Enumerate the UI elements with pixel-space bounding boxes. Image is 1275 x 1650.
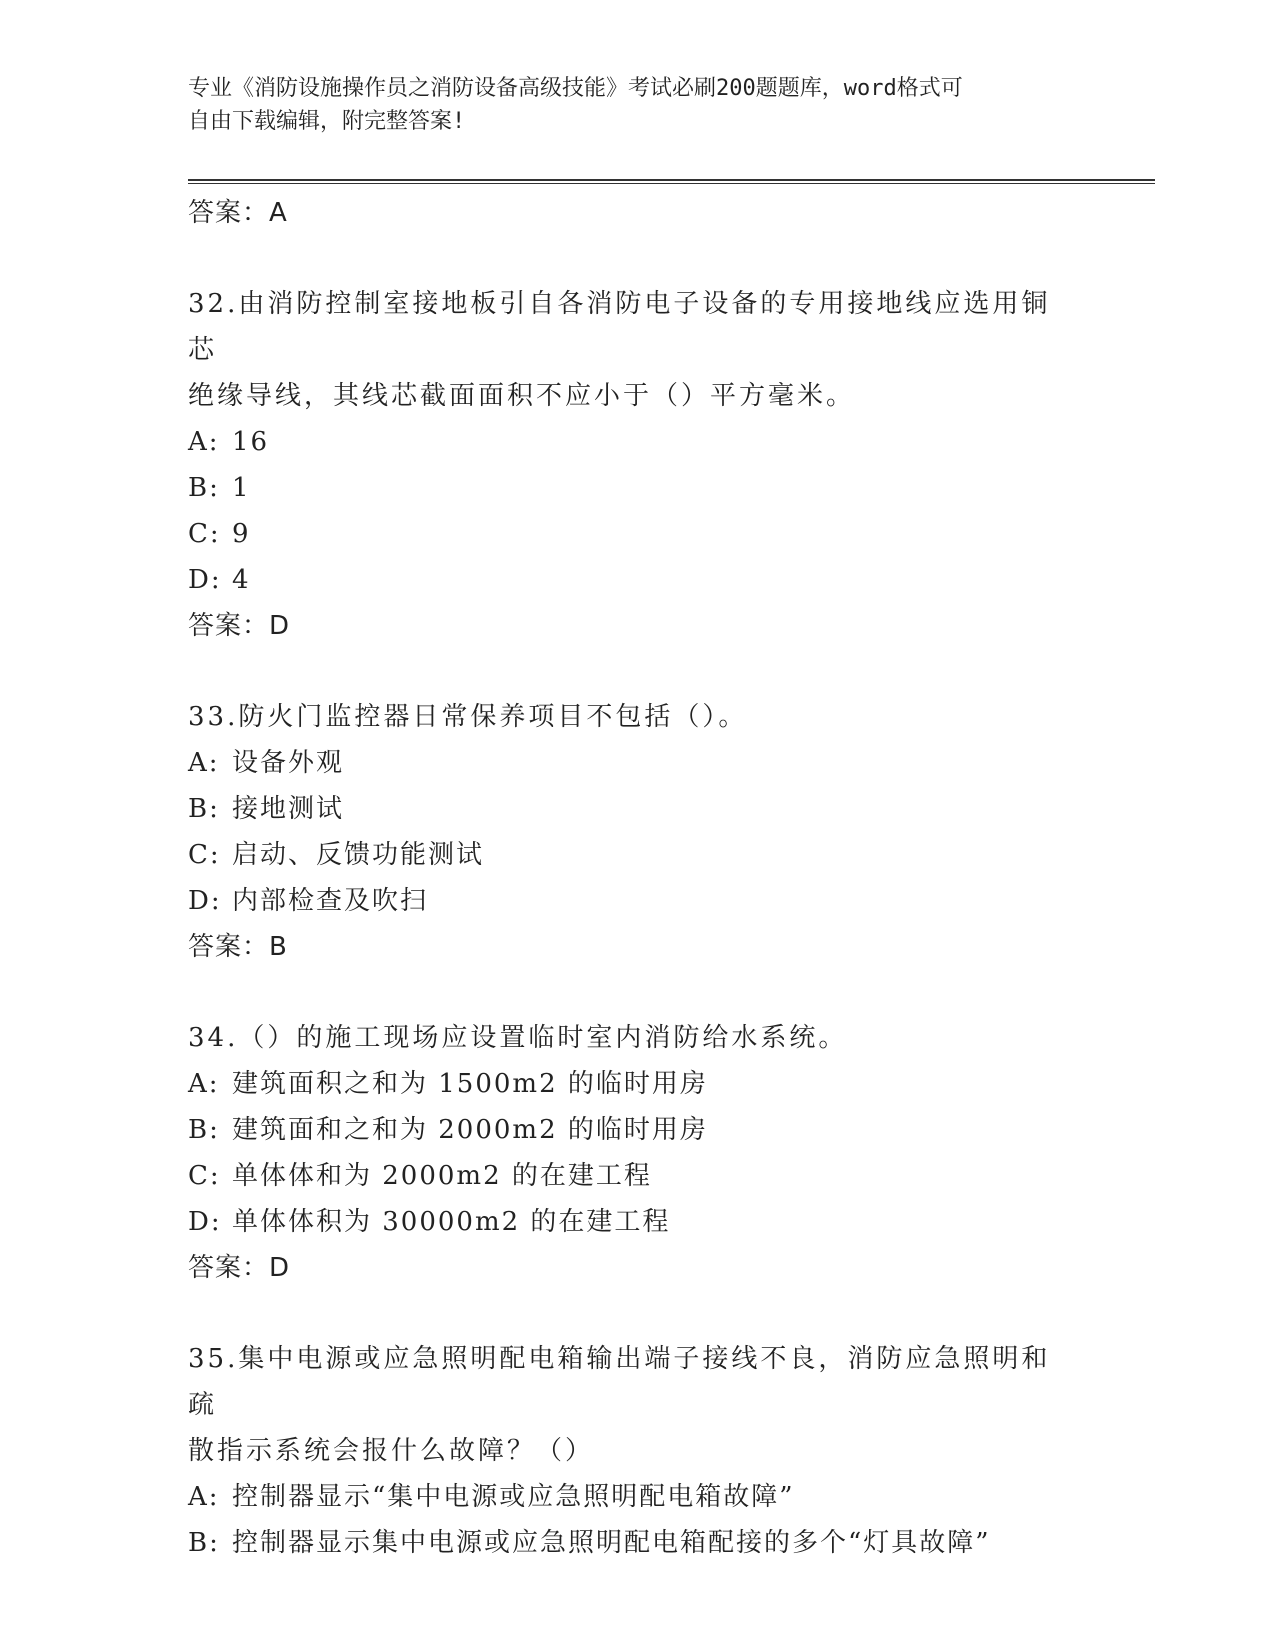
option-c [188, 511, 1088, 557]
option-text: 1 [232, 473, 251, 503]
option-text: 建筑面和之和为 2000m2 的临时用房 [232, 1115, 708, 1145]
option-text: 控制器显示“集中电源或应急照明配电箱故障” [232, 1482, 795, 1512]
option-key: A: [188, 427, 220, 457]
option-d [188, 1199, 1088, 1245]
answer-line: 答案：B [188, 932, 288, 962]
option-d [188, 878, 1088, 924]
option-b [188, 465, 1088, 511]
option-a [188, 1061, 1088, 1107]
question-stem-line: 绝缘导线，其线芯截面面积不应小于（）平方毫米。 [188, 381, 856, 411]
option-text: 单体体和为 2000m2 的在建工程 [232, 1161, 652, 1191]
question-stem-line: 32.由消防控制室接地板引自各消防电子设备的专用接地线应选用铜芯 [188, 289, 1051, 365]
option-text: 建筑面积之和为 1500m2 的临时用房 [232, 1069, 708, 1099]
option-a [188, 1474, 1088, 1520]
option-key: B: [188, 1528, 220, 1558]
question-34 [188, 1015, 1088, 1291]
question-35 [188, 1336, 1088, 1566]
question-list [188, 190, 1088, 1566]
option-text: 启动、反馈功能测试 [232, 840, 485, 870]
option-key: D: [188, 565, 222, 595]
header-line-2: 自由下载编辑，附完整答案! [188, 109, 466, 134]
option-text: 内部检查及吹扫 [232, 886, 429, 916]
option-a [188, 740, 1088, 786]
option-d [188, 557, 1088, 603]
answer-line: 答案：D [188, 611, 291, 641]
option-text: 16 [232, 427, 270, 457]
option-text: 9 [232, 519, 251, 549]
option-key: A: [188, 1069, 220, 1099]
option-key: A: [188, 1482, 220, 1512]
option-b [188, 1107, 1088, 1153]
option-text: 单体体积为 30000m2 的在建工程 [232, 1207, 671, 1237]
question-33 [188, 694, 1088, 970]
document-header [188, 72, 1068, 138]
header-line-1: 专业《消防设施操作员之消防设备高级技能》考试必刷200题题库，word格式可 [188, 76, 963, 101]
option-b [188, 1520, 1088, 1566]
header-divider [188, 179, 1155, 184]
option-text: 控制器显示集中电源或应急照明配电箱配接的多个“灯具故障” [232, 1528, 991, 1558]
option-c [188, 1153, 1088, 1199]
option-text: 接地测试 [232, 794, 345, 824]
answer-line: 答案：D [188, 1253, 291, 1283]
question-stem-line: 35.集中电源或应急照明配电箱输出端子接线不良，消防应急照明和疏 [188, 1344, 1051, 1420]
question-stem-line: 散指示系统会报什么故障？（） [188, 1436, 595, 1466]
option-text: 4 [232, 565, 251, 595]
option-c [188, 832, 1088, 878]
option-key: D: [188, 886, 222, 916]
question-32 [188, 281, 1088, 649]
option-key: C: [188, 519, 221, 549]
option-a [188, 419, 1088, 465]
option-b [188, 786, 1088, 832]
option-text: 设备外观 [232, 748, 345, 778]
previous-answer: 答案：A [188, 198, 288, 228]
option-key: A: [188, 748, 220, 778]
option-key: B: [188, 473, 220, 503]
option-key: B: [188, 1115, 220, 1145]
option-key: C: [188, 1161, 221, 1191]
option-key: C: [188, 840, 221, 870]
option-key: D: [188, 1207, 222, 1237]
question-stem-line: 33.防火门监控器日常保养项目不包括（）。 [188, 702, 748, 732]
option-key: B: [188, 794, 220, 824]
question-stem-line: 34.（）的施工现场应设置临时室内消防给水系统。 [188, 1023, 848, 1053]
